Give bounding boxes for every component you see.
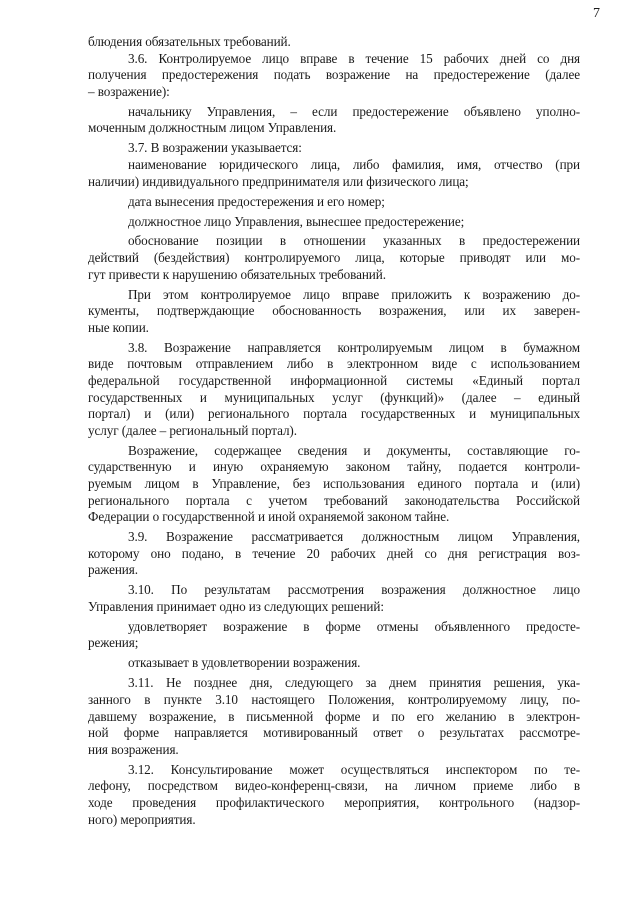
text-line: наличии) индивидуального предпринимателя или физического лица;	[88, 173, 469, 189]
text-line: Возражение, содержащее сведения и документы, составляющие го-	[128, 442, 580, 458]
text-line: 3.6. Контролируемое лицо вправе в течение 15 рабочих дней со дня	[128, 50, 580, 66]
text-line: 3.7. В возражении указывается:	[128, 140, 302, 156]
text-line: действий (бездействия) контролируемого лица, которые приводят или мо-	[88, 250, 580, 266]
text-line: давшему возражение, в письменной форме и по его желанию в электрон-	[88, 708, 580, 724]
text-line: государственных и муниципальных услуг (функций)» (далее – единый	[88, 389, 580, 405]
text-line: получения предостережения подать возражение на предостережение (далее	[88, 67, 580, 83]
text-line: 3.10. По результатам рассмотрения возражения должностное лицо	[128, 582, 580, 598]
text-line: виде почтовым отправлением либо в электронном виде с использованием	[88, 356, 580, 372]
document-body	[88, 34, 580, 828]
text-line: Федерации о государственной и иной охраняемой законом тайне.	[88, 509, 450, 525]
text-line: наименование юридического лица, либо фамилия, имя, отчество (при	[128, 156, 580, 172]
text-line: ного) мероприятия.	[88, 811, 196, 827]
text-line: занного в пункте 3.10 настоящего Положения, контролируемому лицу, по-	[88, 692, 580, 708]
text-line: федеральной государственной информационной системы «Единый портал	[88, 373, 580, 389]
text-line: кументы, подтверждающие обоснованность возражения, или их заверен-	[88, 303, 580, 319]
page-number: 7	[593, 6, 600, 21]
text-line: которому оно подано, в течение 20 рабочих дней со дня регистрация воз-	[88, 545, 580, 561]
text-line: гут привести к нарушению обязательных требований.	[88, 266, 386, 282]
text-line: 3.8. Возражение направляется контролируемым лицом в бумажном	[128, 339, 580, 355]
text-line: ражения.	[88, 562, 138, 578]
text-line: режения;	[88, 635, 139, 651]
text-line: регионального портала с учетом требований законодательства Российской	[88, 492, 580, 508]
text-line: 3.12. Консультирование может осуществляться инспектором по те-	[128, 761, 580, 777]
text-line: 3.9. Возражение рассматривается должностным лицом Управления,	[128, 529, 580, 545]
text-line: При этом контролируемое лицо вправе приложить к возражению до-	[128, 286, 580, 302]
text-line: лефону, посредством видео-конференц-связи, на личном приеме либо в	[88, 778, 580, 794]
text-line: 3.11. Не позднее дня, следующего за днем принятия решения, ука-	[128, 675, 580, 691]
text-line: услуг (далее – региональный портал).	[88, 422, 297, 438]
text-line: отказывает в удовлетворении возражения.	[128, 655, 361, 671]
text-line: моченным должностным лицом Управления.	[88, 120, 337, 136]
text-line: ния возражения.	[88, 741, 179, 757]
text-line: обоснование позиции в отношении указанных в предостережении	[128, 233, 580, 249]
text-line: руемым лицом в Управление, без использования единого портала и (или)	[88, 475, 580, 491]
text-line: блюдения обязательных требований.	[88, 34, 291, 49]
text-line: дата вынесения предостережения и его номер;	[128, 193, 385, 209]
text-line: Управления принимает одно из следующих решений:	[88, 598, 384, 614]
text-line: ной форме направляется мотивированный ответ о результатах рассмотре-	[88, 725, 580, 741]
text-line: должностное лицо Управления, вынесшее предостережение;	[128, 213, 465, 229]
text-line: портал) и (или) регионального портала государственных и муниципальных	[88, 406, 580, 422]
text-line: ходе проведения профилактического мероприятия, контрольного (надзор-	[88, 795, 580, 810]
text-line: начальнику Управления, – если предостережение объявлено уполно-	[128, 103, 580, 119]
text-line: удовлетворяет возражение в форме отмены объявленного предосте-	[128, 618, 580, 634]
text-line: ные копии.	[88, 319, 149, 335]
text-line: – возражение):	[88, 83, 170, 99]
text-line: сударственную и иную охраняемую законом тайну, подается контроли-	[88, 459, 580, 475]
